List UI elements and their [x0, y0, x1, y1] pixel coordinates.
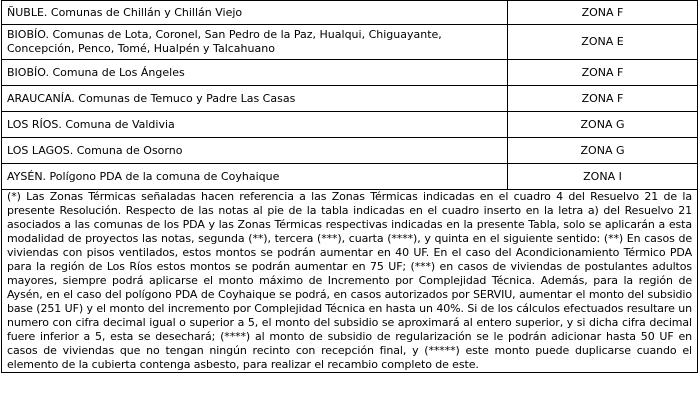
region-cell: LOS LAGOS. Comuna de Osorno: [2, 138, 508, 164]
table-row: [2, 164, 698, 190]
table-row: [2, 138, 698, 164]
region-cell: ARAUCANÍA. Comunas de Temuco y Padre Las Casas: [2, 86, 508, 112]
region-cell: ÑUBLE. Comunas de Chillán y Chillán Viejo: [2, 1, 508, 25]
region-cell: BIOBÍO. Comuna de Los Ángeles: [2, 60, 508, 86]
footnote-text: (*) Las Zonas Térmicas señaladas hacen referencia a las Zonas Térmicas indicadas en el cuadro 4 del Resuelvo 21 de la presente Resolución. Respecto de las notas al pie de la tabla indicadas en el cuadro inserto en la letra a) del Resuelvo 21 asociados a las comunas de los PDA y las Zonas Térmicas respectivas indicadas en la presente Tabla, solo se aplicarán a esta modalidad de proyectos las notas, segunda (**), tercera (***), cuarta (****), y quinta en el siguiente sentido: (**) En casos de viviendas con pisos ventilados, estos montos se podrán aumentar en 40 UF. En el caso del Acondicionamiento Térmico PDA para la región de Los Ríos estos montos se podrán aumentar en 75 UF; (***) en casos de viviendas de postulantes adultos mayores, siempre podrá aplicarse el monto máximo de Incremento por Complejidad Técnica. Además, para la región de Aysén, en el caso del polígono PDA de Coyhaique se podrá, en casos autorizados por SERVIU, aumentar el monto del subsidio base (251 UF) y el monto del incremento por Complejidad Técnica en hasta un 40%. Si de los cálculos efectuados resultare un numero con cifra decimal igual o superior a 5, el monto del subsidio se aproximará al entero superior, y si dicha cifra decimal fuere inferior a 5, esta se desechará; (****) al monto de subsidio de regularización se le podrán adicionar hasta 50 UF en casos de viviendas que no tengan ningún recinto con recepción final, y (*****) este monto puede duplicarse cuando el elemento de la cubierta contenga asbesto, para realizar el recambio completo de este.: [2, 190, 698, 373]
region-cell: BIOBÍO. Comunas de Lota, Coronel, San Pedro de la Paz, Hualqui, Chiguayante, Concepción, Penco, Tomé, Hualpén y Talcahuano: [2, 25, 508, 60]
table-row: [2, 86, 698, 112]
region-cell: LOS RÍOS. Comuna de Valdivia: [2, 112, 508, 138]
zone-cell: ZONA G: [508, 112, 698, 138]
zone-cell: ZONA I: [508, 164, 698, 190]
zone-cell: ZONA E: [508, 25, 698, 60]
zone-cell: ZONA F: [508, 60, 698, 86]
zone-cell: ZONA G: [508, 138, 698, 164]
zone-cell: ZONA F: [508, 86, 698, 112]
thermal-zones-table: [1, 0, 698, 373]
table-row: [2, 25, 698, 60]
zone-cell: ZONA F: [508, 1, 698, 25]
table-row: [2, 60, 698, 86]
region-cell: AYSÉN. Polígono PDA de la comuna de Coyhaique: [2, 164, 508, 190]
table-note-row: [2, 190, 698, 373]
table-row: [2, 112, 698, 138]
table-row: [2, 1, 698, 25]
